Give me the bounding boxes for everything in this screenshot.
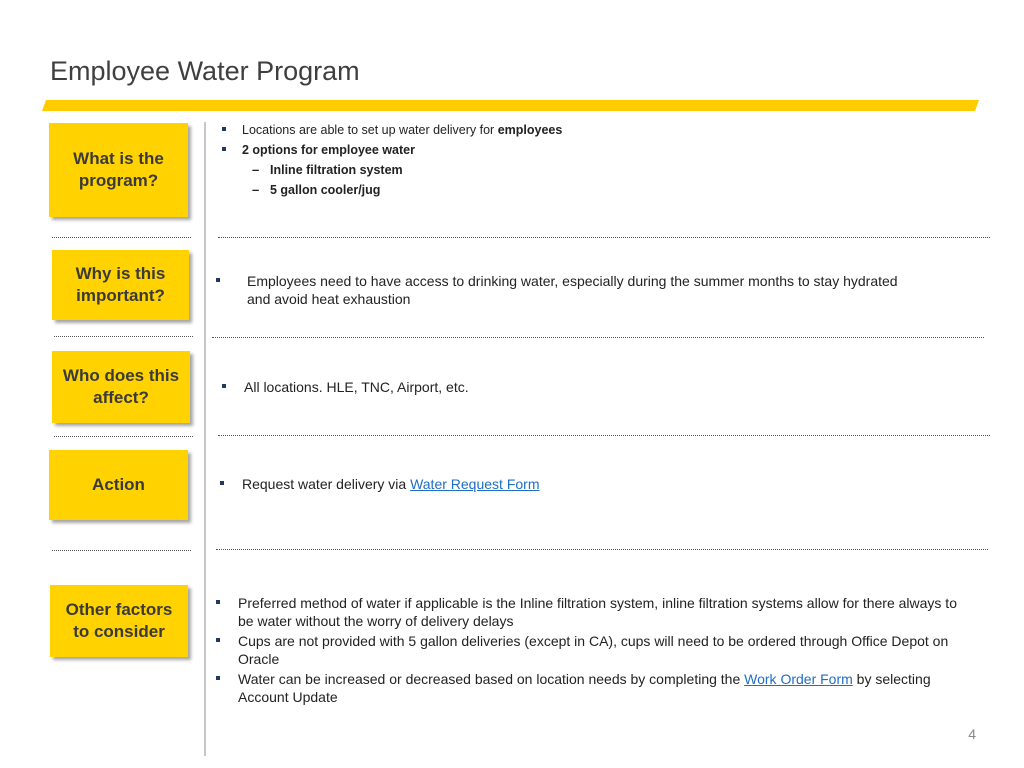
what-bullets (220, 120, 980, 200)
other-factors-box (50, 585, 188, 657)
what-sub-1: – Inline filtration system (220, 160, 980, 180)
divider-right-1 (218, 237, 990, 238)
action-label: Action (92, 475, 145, 494)
what-is-program-box (49, 123, 188, 217)
what-is-program-label: What is the program? (73, 149, 164, 190)
action-box (49, 450, 188, 520)
vertical-divider (204, 122, 206, 756)
divider-right-2 (212, 337, 984, 338)
other-bullet-3-tail: by selecting Account Update (238, 671, 931, 705)
what-sub-2: – 5 gallon cooler/jug (220, 180, 980, 200)
divider-left-4 (52, 550, 191, 551)
work-order-form-link[interactable]: Work Order Form (744, 671, 853, 687)
who-bullet-1: All locations. HLE, TNC, Airport, etc. (220, 378, 920, 396)
other-bullets (214, 594, 974, 708)
other-bullet-1: Preferred method of water if applicable is the Inline filtration system, inline filtration systems allow for there always to be water without the worry of delivery delays (214, 594, 974, 630)
what-bullet-1-text: Locations are able to set up water delivery for (242, 123, 498, 137)
divider-right-4 (216, 549, 988, 550)
what-bullet-1 (220, 120, 980, 140)
divider-left-2 (54, 336, 193, 337)
page-title: Employee Water Program (50, 56, 360, 86)
divider-right-3 (218, 435, 990, 436)
other-factors-label: Other factors to consider (65, 600, 173, 641)
why-bullet-1: Employees need to have access to drinking water, especially during the summer months to stay hydrated and avoid heat exhaustion (214, 272, 914, 308)
page-number: 4 (968, 726, 976, 742)
divider-left-3 (54, 436, 193, 437)
what-bullet-2: 2 options for employee water (220, 140, 980, 160)
water-request-form-link[interactable]: Water Request Form (410, 476, 540, 492)
other-bullet-2: Cups are not provided with 5 gallon deliveries (except in CA), cups will need to be ordered through Office Depot on Oracle (214, 632, 974, 668)
why-important-label: Why is this important? (75, 264, 166, 305)
who-affect-box (52, 351, 190, 423)
who-bullets (220, 378, 920, 398)
other-bullet-3-text: Water can be increased or decreased based on location needs by completing the (238, 671, 745, 687)
what-bullet-1-bold: employees (497, 123, 563, 137)
action-bullets (218, 475, 918, 495)
divider-left-1 (52, 237, 191, 238)
title-underline-bar (42, 100, 979, 111)
why-bullets (214, 272, 914, 310)
action-bullet-1 (218, 475, 918, 493)
other-bullet-3 (214, 670, 974, 706)
who-affect-label: Who does this affect? (62, 366, 180, 407)
why-important-box (52, 250, 189, 320)
action-bullet-1-text: Request water delivery via (242, 476, 411, 492)
